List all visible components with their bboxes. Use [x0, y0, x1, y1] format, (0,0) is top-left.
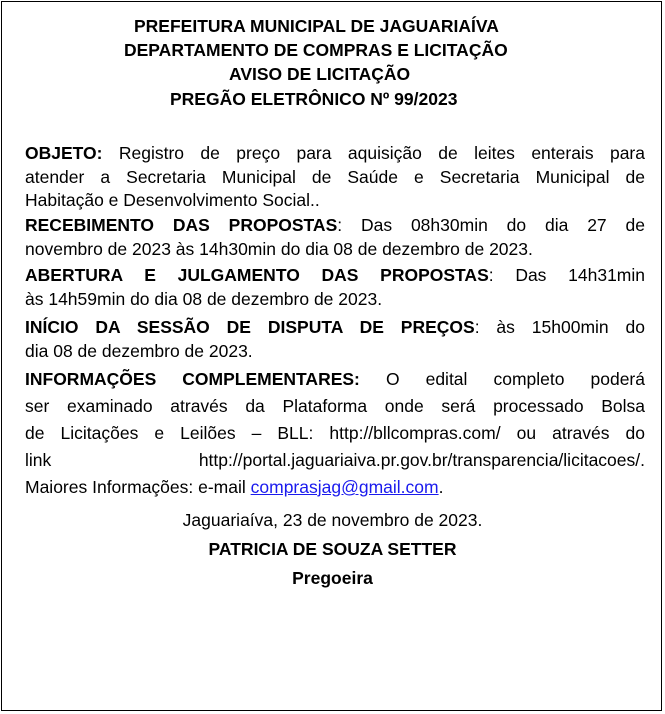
portal-url: http://portal.jaguariaiva.pr.gov.br/transparencia/licitacoes/.: [198, 450, 645, 470]
objeto-text-3: Habitação e Desenvolvimento Social..: [25, 190, 320, 210]
informacoes-text-5: Maiores Informações: e-mail: [25, 477, 251, 497]
objeto-paragraph: [25, 142, 645, 213]
recebimento-text-1: : Das 08h30min do dia 27 de: [337, 215, 645, 235]
inicio-text-2: dia 08 de dezembro de 2023.: [25, 340, 253, 361]
inicio-paragraph: [25, 316, 645, 363]
informacoes-link-label: link: [25, 450, 52, 470]
objeto-text-2: atender a Secretaria Municipal de Saúde e Secretaria Municipal de: [25, 166, 645, 187]
recebimento-label: RECEBIMENTO DAS PROPOSTAS: [25, 215, 338, 235]
email-link[interactable]: comprasjag@gmail.com: [250, 477, 439, 497]
inicio-text-1: : às 15h00min do: [474, 317, 645, 337]
header-department: DEPARTAMENTO DE COMPRAS E LICITAÇÃO: [124, 40, 508, 60]
abertura-label: ABERTURA E JULGAMENTO DAS PROPOSTAS: [25, 265, 489, 285]
objeto-label: OBJETO:: [25, 143, 103, 163]
abertura-text-2: às 14h59min do dia 08 de dezembro de 2023.: [25, 288, 383, 309]
informacoes-text-3: de Licitações e Leilões – BLL: http://bllcompras.com/ ou através do: [25, 423, 645, 443]
inicio-label: INÍCIO DA SESSÃO DE DISPUTA DE PREÇOS: [25, 317, 475, 337]
header-notice-title: AVISO DE LICITAÇÃO: [229, 64, 411, 84]
header-municipality: PREFEITURA MUNICIPAL DE JAGUARIAÍVA: [134, 16, 499, 36]
informacoes-text-5-end: .: [438, 477, 444, 497]
footer-signatory-name: PATRICIA DE SOUZA SETTER: [208, 539, 457, 559]
objeto-text-1: Registro de preço para aquisição de leites enterais para: [118, 143, 645, 163]
recebimento-paragraph: [25, 214, 645, 261]
informacoes-label: INFORMAÇÕES COMPLEMENTARES:: [25, 369, 360, 389]
informacoes-text-2: ser examinado através da Plataforma onde será processado Bolsa: [25, 396, 645, 416]
abertura-paragraph: [25, 264, 645, 311]
header-auction-number: PREGÃO ELETRÔNICO Nº 99/2023: [170, 89, 458, 109]
informacoes-paragraph: [25, 366, 645, 501]
footer-signatory-role: Pregoeira: [292, 568, 373, 588]
abertura-text-1: : Das 14h31min: [488, 265, 646, 285]
footer-date: Jaguariaíva, 23 de novembro de 2023.: [182, 510, 483, 530]
recebimento-text-2: novembro de 2023 às 14h30min do dia 08 de dezembro de 2023.: [25, 238, 533, 259]
informacoes-text-1: O edital completo poderá: [385, 369, 645, 389]
